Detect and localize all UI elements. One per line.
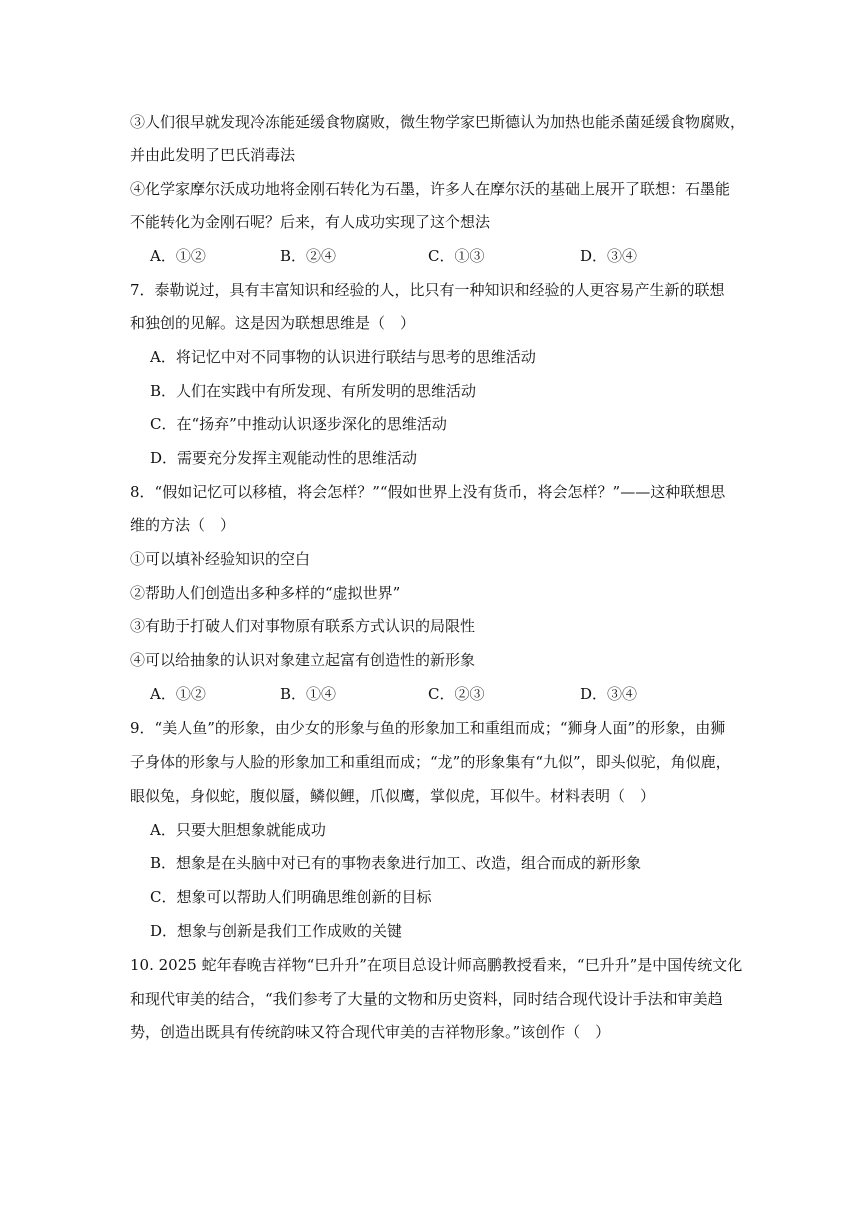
q8-stem-line1: 8．“假如记忆可以移植，将会怎样？”“假如世界上没有货币，将会怎样？”——这种联想思 <box>130 483 726 501</box>
q8-option-d: D．③④ <box>580 685 638 703</box>
q9-option-d: D．想象与创新是我们工作成败的关键 <box>150 922 403 940</box>
q7-option-c: C．在“扬弃”中推动认识逐步深化的思维活动 <box>150 415 447 433</box>
q8-item-3: ③有助于打破人们对事物原有联系方式认识的局限性 <box>130 617 476 635</box>
q10-stem-line3: 势，创造出既具有传统韵味又符合现代审美的吉祥物形象。”该创作（ ） <box>130 1023 611 1041</box>
q9-option-c: C．想象可以帮助人们明确思维创新的目标 <box>150 888 432 906</box>
q10-stem-line2: 和现代审美的结合，“我们参考了大量的文物和历史资料，同时结合现代设计手法和审美趋 <box>130 990 723 1008</box>
q6-option-a: A．①② <box>150 247 206 265</box>
q6-option-b: B．②④ <box>280 247 337 265</box>
q10-stem-line1: 10. 2025 蛇年春晚吉祥物“巳升升”在项目总设计师高鹏教授看来，“巳升升”是中国传统文化 <box>130 956 743 974</box>
q7-option-d: D．需要充分发挥主观能动性的思维活动 <box>150 449 418 467</box>
q9-stem-line1: 9．“美人鱼”的形象，由少女的形象与鱼的形象加工和重组而成；“狮身人面”的形象，由狮 <box>130 719 726 737</box>
q8-stem-line2: 维的方法（ ） <box>130 516 236 534</box>
q7-option-a: A．将记忆中对不同事物的认识进行联结与思考的思维活动 <box>150 348 536 366</box>
q8-option-b: B．①④ <box>280 685 337 703</box>
q7-stem-line1: 7．泰勒说过，具有丰富知识和经验的人，比只有一种知识和经验的人更容易产生新的联想 <box>130 281 725 299</box>
q7-option-b: B．人们在实践中有所发现、有所发明的思维活动 <box>150 382 477 400</box>
q9-stem-line3: 眼似兔，身似蛇，腹似蜃，鳞似鲤，爪似鹰，掌似虎，耳似牛。材料表明（ ） <box>130 787 656 805</box>
q9-option-b: B．想象是在头脑中对已有的事物表象进行加工、改造，组合而成的新形象 <box>150 854 642 872</box>
q6-item-4-line2: 不能转化为金刚石呢？后来，有人成功实现了这个想法 <box>130 213 491 231</box>
q8-option-c: C．②③ <box>428 685 485 703</box>
q7-stem-line2: 和独创的见解。这是因为联想思维是（ ） <box>130 314 416 332</box>
q6-item-4-line1: ④化学家摩尔沃成功地将金刚石转化为石墨，许多人在摩尔沃的基础上展开了联想：石墨能 <box>130 180 731 198</box>
q8-item-2: ②帮助人们创造出多种多样的“虚拟世界” <box>130 584 401 602</box>
q8-option-a: A．①② <box>150 685 206 703</box>
q6-option-d: D．③④ <box>580 247 638 265</box>
q9-option-a: A．只要大胆想象就能成功 <box>150 821 326 839</box>
q6-item-3-line1: ③人们很早就发现冷冻能延缓食物腐败，微生物学家巴斯德认为加热也能杀菌延缓食物腐败， <box>130 113 746 131</box>
q8-item-1: ①可以填补经验知识的空白 <box>130 550 311 568</box>
q8-item-4: ④可以给抽象的认识对象建立起富有创造性的新形象 <box>130 651 476 669</box>
q9-stem-line2: 子身体的形象与人脸的形象加工和重组而成；“龙”的形象集有“九似”，即头似驼，角似鹿， <box>130 753 731 771</box>
q6-option-c: C．①③ <box>428 247 485 265</box>
q6-item-3-line2: 并由此发明了巴氏消毒法 <box>130 146 296 164</box>
